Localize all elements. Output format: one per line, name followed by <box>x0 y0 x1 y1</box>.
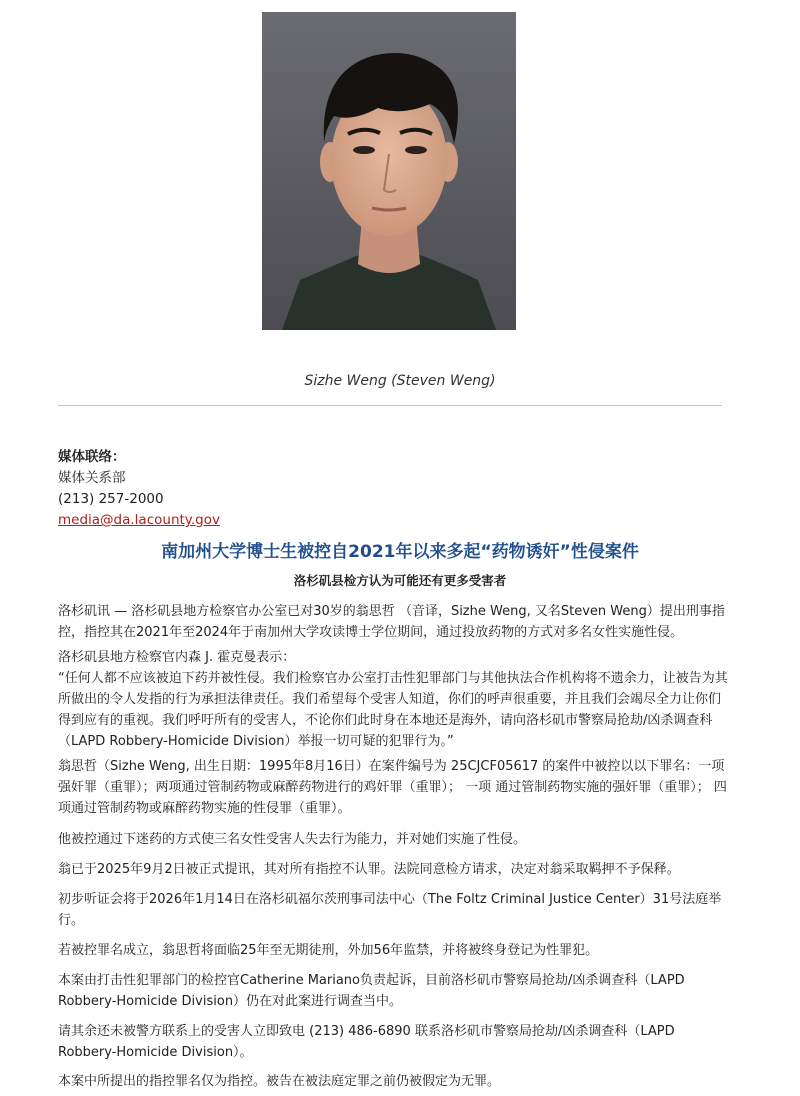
divider <box>58 405 722 406</box>
paragraph-tipline: 请其余还未被警方联系上的受害人立即致电 (213) 486-6890 联系洛杉矶市警察局抢劫/凶杀调查科（LAPD Robbery-Homicide Division）。 <box>58 1024 675 1060</box>
paragraph-quote: “任何人都不应该被迫下药并被性侵。我们检察官办公室打击性犯罪部门与其他执法合作机构将不遗余力，让被告为其所做出的令人发指的行为承担法律责任。我们希望每个受害人知道，你们的呼声很重要，并且我们会竭尽全力让你们得到应有的重视。我们呼吁所有的受害人，不论你们此时身在本地还是海外，请向洛杉矶市警察局抢劫/凶杀调查科（LAPD Robbery-Homicide Division）举报一切可疑的犯罪行为。” <box>58 671 728 749</box>
mugshot-photo <box>262 12 516 330</box>
contact-email-link[interactable]: media@da.lacounty.gov <box>58 512 220 528</box>
media-contact <box>58 447 220 531</box>
mugshot-image <box>262 12 516 330</box>
paragraph-quote-intro: 洛杉矶县地方检察官内森 J. 霍克曼表示： <box>58 650 296 665</box>
contact-phone: (213) 257-2000 <box>58 491 164 507</box>
paragraph-arraignment: 翁已于2025年9月2日被正式提讯，其对所有指控不认罪。法院同意检方请求，决定对翁采取羁押不予保释。 <box>58 862 680 877</box>
contact-department: 媒体关系部 <box>58 470 126 486</box>
paragraph-victims: 他被控通过下迷药的方式使三名女性受害人失去行为能力，并对她们实施了性侵。 <box>58 832 527 847</box>
paragraph-intro: 洛杉矶讯 — 洛杉矶县地方检察官办公室已对30岁的翁思哲 （音译，Sizhe Weng, 又名Steven Weng）提出刑事指控，指控其在2021年至2024年于南加州大学攻读博士学位期间，通过投放药物的方式对多名女性实施性侵。 <box>58 604 725 640</box>
paragraph-sentence: 若被控罪名成立，翁思哲将面临25年至无期徒刑，外加56年监禁，并将被终身登记为性罪犯。 <box>58 943 599 958</box>
photo-caption: Sizhe Weng (Steven Weng) <box>304 373 496 389</box>
paragraph-presumption: 本案中所提出的指控罪名仅为指控。被告在被法庭定罪之前仍被假定为无罪。 <box>58 1074 501 1089</box>
contact-heading: 媒体联络： <box>58 449 126 465</box>
headline: 南加州大学博士生被控自2021年以来多起“药物诱奸”性侵案件 <box>161 542 639 562</box>
paragraph-hearing: 初步听证会将于2026年1月14日在洛杉矶福尔茨刑事司法中心（The Foltz Criminal Justice Center）31号法庭举行。 <box>58 892 722 928</box>
paragraph-prosecutor: 本案由打击性犯罪部门的检控官Catherine Mariano负责起诉，目前洛杉矶市警察局抢劫/凶杀调查科（LAPD Robbery-Homicide Division）仍在对此案进行调查当中。 <box>58 973 685 1009</box>
paragraph-charges: 翁思哲（Sizhe Weng, 出生日期：1995年8月16日）在案件编号为 25CJCF05617 的案件中被控以以下罪名：一项强奸罪（重罪）；两项通过管制药物或麻醉药物进行的鸡奸罪（重罪）； 一项 通过管制药物实施的强奸罪（重罪）； 四项通过管制药物或麻醉药物实施的性侵罪（重罪）。 <box>58 759 727 816</box>
subheadline: 洛杉矶县检方认为可能还有更多受害者 <box>293 573 507 588</box>
